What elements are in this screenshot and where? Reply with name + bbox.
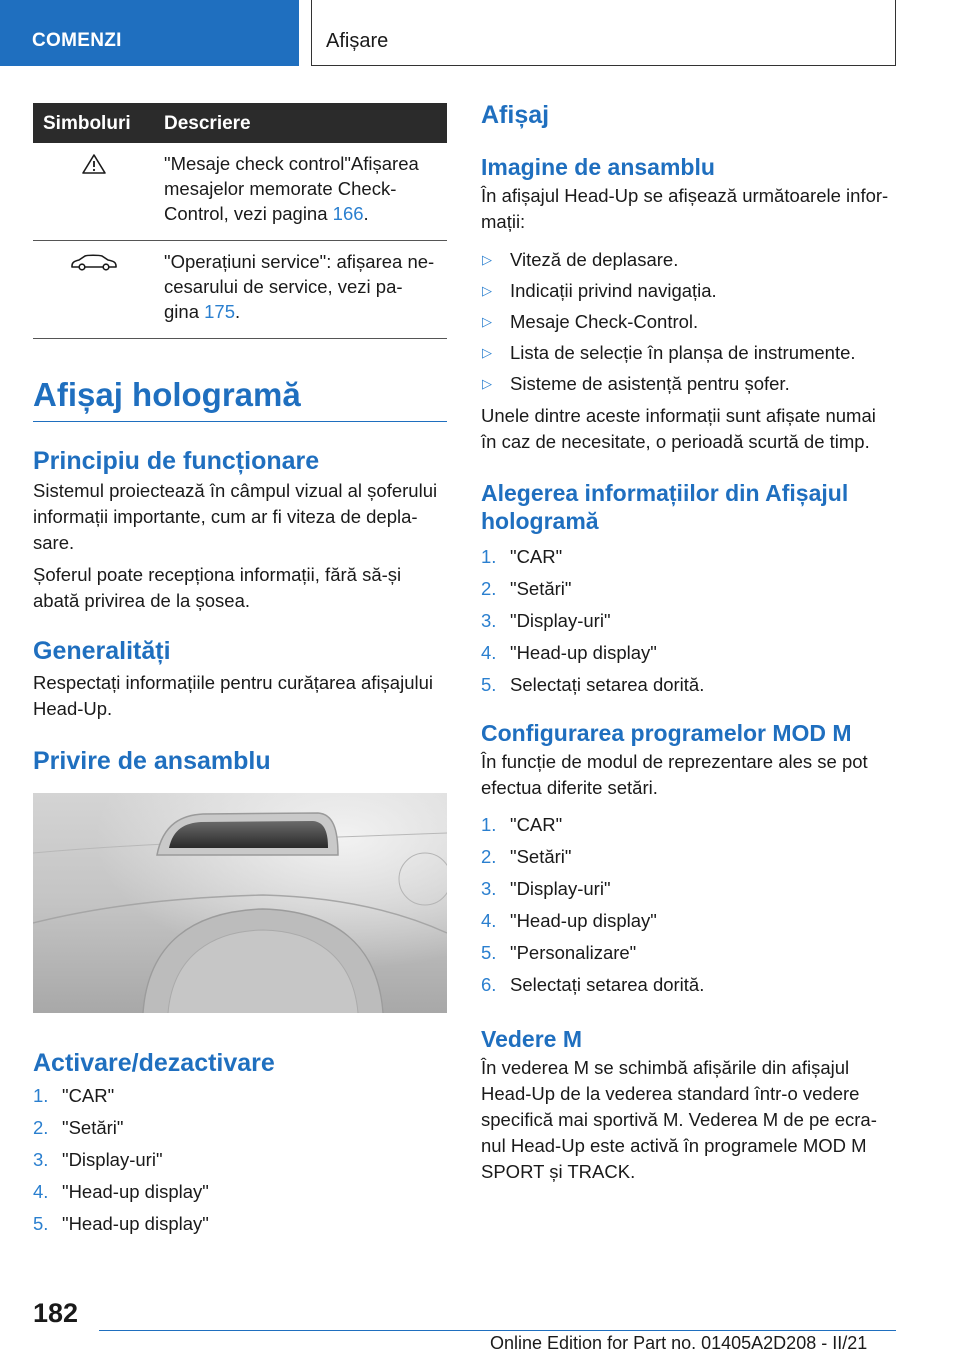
list-item: 3. "Display-uri"	[481, 878, 611, 899]
table-header-description: Descriere	[154, 103, 447, 143]
warning-triangle-icon	[33, 143, 154, 241]
list-item: ▷ Mesaje Check-Control.	[482, 311, 699, 332]
heading-overview: Privire de ansamblu	[33, 747, 271, 775]
heading-activation: Activare/dezactivare	[33, 1049, 275, 1077]
table-row-description: "Mesaje check control"Afișarea mesajelor memorate Check-Control, vezi pagina 166.	[154, 143, 447, 241]
paragraph-some-info: Unele dintre aceste informații sunt afișate numai în caz de necesitate, o perioadă scurtă de timp.	[481, 405, 876, 452]
section-tab[interactable]: COMENZI	[0, 0, 299, 66]
table-row-description: "Operațiuni service": afișarea ne-cesarului de service, vezi pa-gina 175.	[154, 241, 447, 339]
list-item: 1. "CAR"	[481, 546, 563, 567]
paragraph-principle-2: Șoferul poate recepționa informații, fără să-și abată privirea de la șosea.	[33, 564, 402, 611]
table-header-symbols: Simboluri	[33, 103, 154, 143]
heading-rule	[33, 375, 447, 422]
paragraph-m-view: În vederea M se schimbă afișările din afișajul Head-Up de la vederea standard într-o vedere specifică mai sportivă M. Vederea M de pe ecra-nul Head-Up este activă în programele MOD M SPORT și TRACK.	[481, 1057, 877, 1182]
list-item: 5. "Personalizare"	[481, 942, 637, 963]
table-row	[33, 143, 447, 241]
page-header-title: Afișare	[311, 0, 896, 66]
main-heading: Afișaj hologramă	[33, 376, 301, 413]
paragraph-general: Respectați informațiile pentru curățarea afișajului Head-Up.	[33, 672, 434, 719]
paragraph-principle-1: Sistemul proiectează în câmpul vizual al șoferului informații importante, cum ar fi viteza de depla-sare.	[33, 480, 438, 553]
heading-principle: Principiu de funcționare	[33, 447, 320, 475]
car-service-icon	[33, 241, 154, 339]
list-item: ▷ Sisteme de asistență pentru șofer.	[482, 373, 790, 394]
footer-rule	[99, 1330, 896, 1331]
select-steps	[481, 541, 895, 701]
list-item: 2. "Setări"	[481, 846, 572, 867]
list-item: 2. "Setări"	[481, 578, 572, 599]
list-item: 1. "CAR"	[33, 1085, 115, 1106]
list-item: ▷ Lista de selecție în planșa de instrumente.	[482, 342, 856, 363]
list-item: ▷ Indicații privind navigația.	[482, 280, 717, 301]
heading-config: Configurarea programelor MOD M	[481, 720, 852, 746]
list-item: 3. "Display-uri"	[33, 1149, 163, 1170]
list-item: 1. "CAR"	[481, 814, 563, 835]
list-item: 5. Selectați setarea dorită.	[481, 674, 705, 695]
list-item: 3. "Display-uri"	[481, 610, 611, 631]
paragraph-image: În afișajul Head-Up se afișează următoarele infor-mații:	[481, 185, 889, 232]
config-steps	[481, 809, 895, 1001]
hud-photo	[33, 793, 447, 1013]
list-item: 6. Selectați setarea dorită.	[481, 974, 705, 995]
footer-edition: Online Edition for Part no. 01405A2D208 - II/21	[490, 1333, 868, 1353]
symbols-table	[33, 103, 447, 339]
heading-select-info: Alegerea informațiilor din Afișajul hologramă	[481, 480, 849, 534]
list-item: 5. "Head-up display"	[33, 1213, 209, 1234]
list-item: 4. "Head-up display"	[33, 1181, 209, 1202]
list-item: ▷ Viteză de deplasare.	[482, 249, 679, 270]
page-link[interactable]: 166	[332, 203, 364, 224]
heading-m-view: Vedere M	[481, 1026, 582, 1052]
list-item: 4. "Head-up display"	[481, 642, 657, 663]
list-item: 2. "Setări"	[33, 1117, 124, 1138]
page-link[interactable]: 175	[204, 301, 235, 322]
page-number: 182	[33, 1298, 79, 1328]
activation-steps	[33, 1080, 447, 1240]
heading-general: Generalități	[33, 637, 171, 665]
right-column	[481, 100, 895, 1185]
heading-image: Imagine de ansamblu	[481, 154, 715, 180]
list-item: 4. "Head-up display"	[481, 910, 657, 931]
left-column	[33, 103, 447, 1240]
table-row	[33, 241, 447, 339]
heading-display: Afișaj	[481, 101, 550, 129]
info-bullets	[481, 244, 895, 399]
paragraph-config: În funcție de modul de reprezentare ales se pot efectua diferite setări.	[481, 751, 868, 798]
